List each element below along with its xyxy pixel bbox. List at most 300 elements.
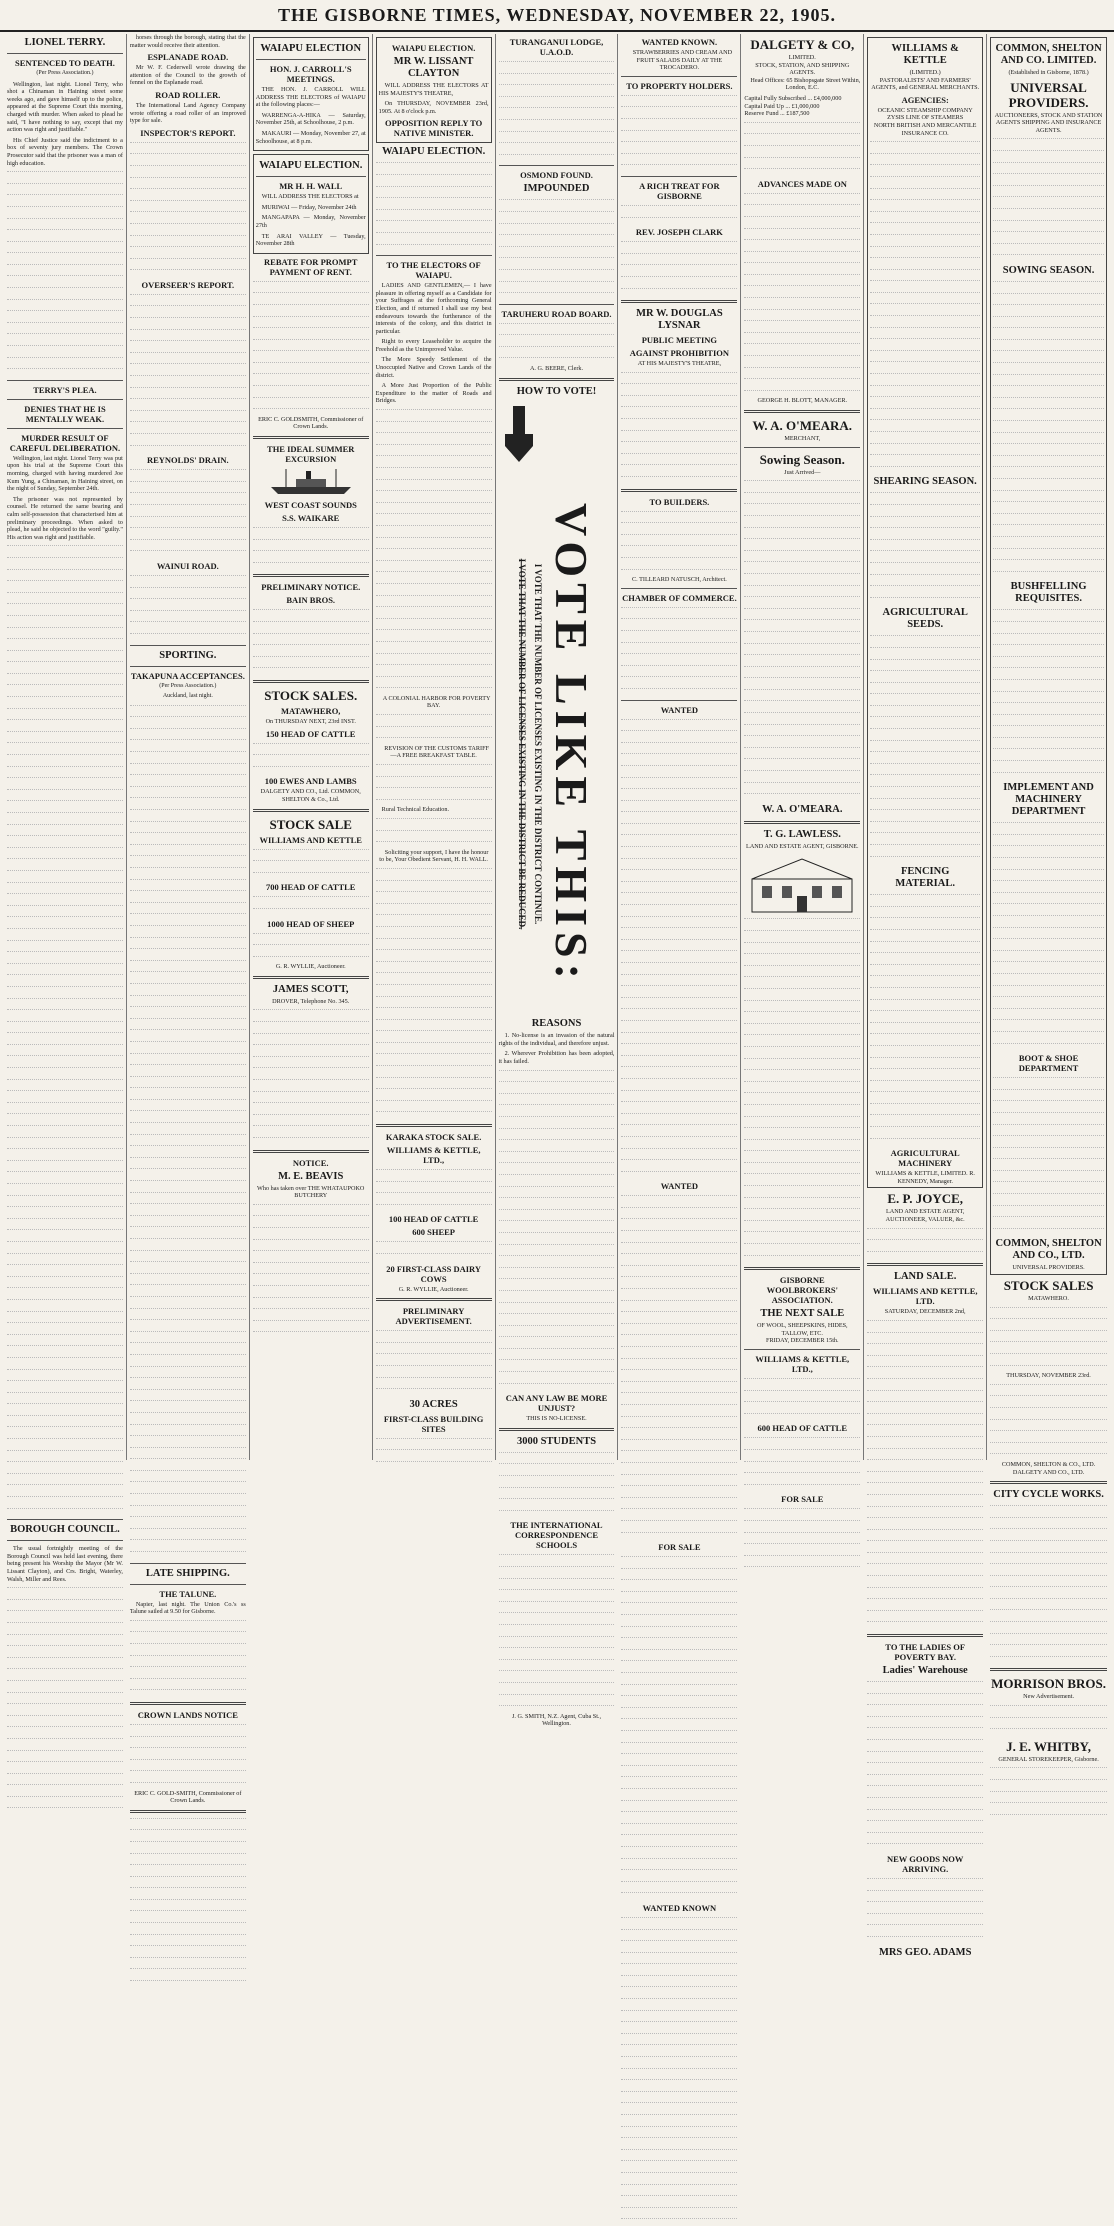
- divider: [253, 680, 369, 683]
- ad-heading: T. G. LAWLESS.: [763, 828, 841, 840]
- notice-text-block: [253, 281, 369, 416]
- notice-text-block: [499, 199, 615, 299]
- ad-text-block: [867, 1320, 983, 1629]
- platform-item: A More Just Proportion of the Public Expenditure to the matter of Roads and Bridges.: [375, 382, 492, 405]
- ad-text-block: [744, 1437, 860, 1491]
- column-7: [741, 34, 864, 1505]
- ad-heading: NEW GOODS NOW ARRIVING.: [887, 1853, 964, 1874]
- divider: [990, 1481, 1107, 1484]
- ad-subheading: LAND AND ESTATE AGENT, GISBORNE.: [746, 842, 859, 850]
- ad-heading: 3000 STUDENTS: [516, 1435, 597, 1447]
- divider: [253, 809, 369, 812]
- divider: [867, 1634, 983, 1637]
- ad-subheading: UNIVERSAL PROVIDERS.: [1012, 1264, 1085, 1272]
- ad-subheading: PUBLIC MEETING: [641, 335, 718, 346]
- sale-date: THURSDAY, NOVEMBER 23rd.: [1006, 1372, 1091, 1380]
- ad-heading: COMMON, SHELTON AND CO., LTD.: [995, 1238, 1102, 1262]
- ad-text-block: [376, 1169, 492, 1211]
- ad-heading: WAIAPU ELECTION.: [381, 146, 486, 158]
- ad-subheading: WILLIAMS & KETTLE, LTD.,: [386, 1145, 481, 1166]
- sale-lot: 30 ACRES: [409, 1398, 458, 1410]
- ad-text-block: [870, 635, 980, 863]
- ad-text-block: [993, 822, 1104, 1050]
- headline: SPORTING.: [159, 649, 217, 661]
- ad-text-block: [376, 1241, 492, 1260]
- divider: [7, 380, 123, 381]
- ad-text-block: [621, 607, 737, 696]
- agency-item: ZYSIS LINE OF STEAMERS: [887, 114, 964, 122]
- divider: [376, 255, 492, 256]
- notice-heading: REBATE FOR PROMPT PAYMENT OF RENT.: [264, 256, 358, 277]
- ballot-heading: VOTE LIKE THIS:: [545, 503, 597, 986]
- ad-subheading: AGENCIES:: [901, 94, 949, 105]
- ad-text-block: [253, 1204, 369, 1339]
- ad-heading: W. A. O'MEARA.: [752, 418, 853, 433]
- ad-subheading: MATAWHERO.: [1028, 1295, 1069, 1303]
- ad-text-block: [376, 714, 492, 745]
- newspaper-page: [0, 32, 1114, 1958]
- ad-text: 2. Wherever Prohibition has been adopted, it has failed.: [498, 1050, 615, 1066]
- meeting-item: TE ARAI VALLEY — Tuesday, November 28th: [255, 232, 366, 248]
- article-paragraph: The usual fortnightly meeting of the Borough Council was held last evening, there being present his Worship the Mayor (Mr W. Lissant Clayton), and Crs. Bright, Waterley, Walsh, Miller and Rees.: [7, 1545, 123, 1583]
- merchant-advert: [990, 37, 1107, 1275]
- ad-heading: IMPLEMENT AND MACHINERY DEPARTMENT: [1003, 782, 1094, 818]
- ad-text-block: [990, 1505, 1107, 1663]
- ad-signature: DALGETY AND CO., Ltd. COMMON, SHELTON & Co., Ltd.: [260, 788, 361, 803]
- ad-heading: FENCING MATERIAL.: [895, 866, 955, 890]
- dateline: Auckland, last night.: [162, 693, 213, 700]
- ad-text-block: [621, 372, 737, 484]
- divider: [621, 76, 737, 77]
- divider: [253, 1150, 369, 1153]
- ad-heading: W. A. O'MEARA.: [762, 803, 843, 815]
- column-8: [864, 34, 987, 1958]
- divider: [256, 176, 366, 177]
- divider: [621, 489, 737, 492]
- divider: [256, 59, 366, 60]
- ad-text-block: [744, 1508, 860, 1574]
- subheadline: MURDER RESULT OF CAREFUL DELIBERATION.: [9, 432, 121, 453]
- classified-heading: FOR SALE: [781, 1494, 824, 1505]
- wire-credit: (Per Press Association.): [36, 70, 94, 76]
- ad-subheading: STOCK, STATION, AND SHIPPING AGENTS.: [755, 61, 850, 77]
- ballot-line: I VOTE THAT THE NUMBER OF LICENSES EXISTING IN THE DISTRICT CONTINUE.: [532, 564, 543, 925]
- ad-text-block: [993, 281, 1104, 578]
- column-2: [127, 34, 250, 1805]
- sale-date: SATURDAY, DECEMBER 2nd,: [884, 1308, 966, 1316]
- divider: [744, 1349, 860, 1350]
- steamship-illustration: [266, 467, 356, 497]
- capital-line: Capital Fully Subscribed ... £4,000,000: [744, 94, 842, 102]
- ad-text-block: [253, 849, 369, 880]
- meeting-item: MAKAURI — Monday, November 27, at Schoolhouse, at 8 p.m.: [255, 129, 366, 145]
- ad-text-block: [744, 918, 860, 1262]
- ad-heading: E. P. JOYCE,: [887, 1191, 964, 1207]
- sale-lot: 600 HEAD OF CATTLE: [757, 1423, 848, 1434]
- ad-text-block: [867, 1681, 983, 1851]
- notice-signature: ERIC C. GOLDSMITH, Commissioner of Crown Lands.: [258, 415, 364, 431]
- ad-heading: M. E. BEAVIS: [278, 1170, 344, 1182]
- meeting-item: WARRENGA-A-HIKA — Saturday, November 25th, at Schoolhouse, 2 p.m.: [255, 111, 366, 127]
- ad-text-block: [990, 1384, 1107, 1461]
- masthead: [0, 0, 1114, 32]
- ad-subheading: MR H. H. WALL: [279, 181, 343, 192]
- sale-lot: 700 HEAD OF CATTLE: [265, 882, 356, 893]
- sale-lot: 20 FIRST-CLASS DAIRY COWS: [386, 1263, 482, 1284]
- section-heading: WAINUI ROAD.: [156, 560, 219, 571]
- ad-subheading: FIRST-CLASS BUILDING SITES: [383, 1413, 484, 1434]
- ad-text: WILL ADDRESS THE ELECTORS at: [261, 193, 359, 201]
- ad-heading: WANTED KNOWN.: [641, 37, 718, 47]
- ad-subheading: AGAINST PROHIBITION: [629, 348, 730, 359]
- divider: [130, 666, 246, 667]
- divider: [7, 1519, 123, 1520]
- ad-heading: REASONS: [531, 1018, 582, 1030]
- ad-subheading: CAN ANY LAW BE MORE UNJUST?: [505, 1393, 608, 1414]
- column-5: [496, 34, 619, 1728]
- ad-text-block: [744, 122, 860, 176]
- sale-lot: 1000 HEAD OF SHEEP: [267, 918, 355, 929]
- divider: [621, 588, 737, 589]
- divider: [7, 428, 123, 429]
- article-text-block: [7, 171, 123, 376]
- divider: [253, 574, 369, 577]
- ad-text-block: [621, 511, 737, 577]
- divider: [499, 165, 615, 166]
- divider: [499, 304, 615, 305]
- divider: [130, 1702, 246, 1705]
- ad-heading: HOW TO VOTE!: [516, 385, 597, 397]
- ad-text: Head Offices: 65 Bishopsgate Street Within, London, E.C.: [750, 76, 861, 92]
- article-paragraph: His Chief Justice said the indictment to a box of seventy jury members. The Crown Prosecutor said that the prisoner was a man of high education.: [7, 136, 123, 167]
- ad-text-block: [253, 609, 369, 675]
- ad-heading: LAND SALE.: [893, 1271, 957, 1283]
- divider: [621, 176, 737, 177]
- ad-heading: PRELIMINARY NOTICE.: [261, 582, 361, 593]
- ad-text: THE HON. J. CARROLL WILL ADDRESS THE ELECTORS of WAIAPU at the following places:—: [255, 86, 366, 109]
- divider: [253, 976, 369, 979]
- divider: [990, 1668, 1107, 1671]
- ad-heading: J. E. WHITBY,: [1006, 1738, 1092, 1754]
- sale-lot: 100 HEAD OF CATTLE: [388, 1214, 479, 1225]
- ad-text: 1. No-license is an invasion of the natural rights of the individual, and therefore unjust.: [498, 1032, 615, 1047]
- ballot-instructions: [499, 474, 615, 1014]
- headline: TERRY'S PLEA.: [33, 384, 97, 395]
- ad-heading: MRS GEO. ADAMS: [878, 1946, 972, 1958]
- ad-signature: C. TILLEARD NATUSCH, Architect.: [632, 576, 727, 584]
- ad-heading: PRELIMINARY ADVERTISEMENT.: [395, 1306, 472, 1327]
- ad-subheading: OPPOSITION REPLY TO NATIVE MINISTER.: [384, 118, 483, 139]
- ad-subheading: MATAWHERO,: [281, 705, 341, 716]
- ad-heading: Ladies' Warehouse: [882, 1665, 968, 1677]
- divider: [499, 1428, 615, 1431]
- ad-text-block: [376, 868, 492, 1119]
- sale-lot: 600 SHEEP: [412, 1227, 455, 1238]
- ad-text-block: [867, 1228, 983, 1259]
- ad-signature: GEORGE H. BLOTT, MANAGER.: [757, 397, 848, 405]
- headline: BOROUGH COUNCIL.: [10, 1524, 120, 1536]
- notice-text-block: [130, 1818, 246, 1988]
- ad-signature: COMMON, SHELTON & CO., LTD. DALGETY AND CO., LTD.: [1001, 1460, 1096, 1476]
- ad-text-block: [253, 896, 369, 915]
- ad-heading: UNIVERSAL PROVIDERS.: [1008, 79, 1089, 110]
- ad-text-block: [253, 743, 369, 774]
- ad-signature: WILLIAMS & KETTLE, LIMITED. R. KENNEDY, Manager.: [875, 1170, 975, 1185]
- ad-subheading: WEST COAST SOUNDS: [264, 500, 357, 511]
- divider: [130, 1584, 246, 1585]
- notice-text-block: [499, 61, 615, 161]
- ad-text: AT HIS MAJESTY'S THEATRE,: [637, 360, 722, 368]
- divider: [376, 1124, 492, 1127]
- ad-heading: A RICH TREAT FOR GISBORNE: [639, 180, 720, 201]
- divider: [744, 1267, 860, 1270]
- ad-text-block: [499, 1452, 615, 1518]
- ad-signature: G. R. WYLLIE, Auctioneer.: [275, 963, 346, 971]
- building-illustration: [747, 854, 857, 914]
- ad-heading: SOWING SEASON.: [1002, 264, 1095, 276]
- article-paragraph: Wellington, last night. Lionel Terry was put upon his trial at the Supreme Court this morning, charged with having murdered Joe Kum Yung, a Chinaman, in Haining street, on the night of Sunday, September 24th.: [7, 454, 123, 493]
- ad-subheading: ADVANCES MADE ON: [757, 178, 847, 189]
- divider: [621, 700, 737, 701]
- ad-subheading: Just Arrived—: [784, 468, 821, 476]
- divider: [744, 821, 860, 824]
- ballot-line-struck: I VOTE THAT THE NUMBER OF LICENSES EXISTING IN THE DISTRICT BE REDUCED.: [516, 558, 527, 930]
- ad-heading: BUSHFELLING REQUISITES.: [1010, 581, 1087, 605]
- ad-subheading: PASTORALISTS' AND FARMERS' AGENTS, and GENERAL MERCHANTS.: [871, 76, 980, 92]
- column-1: [4, 34, 127, 1583]
- notice-signature: ERIC C. GOLD-SMITH, Commissioner of Crown Lands.: [134, 1789, 242, 1805]
- ad-text-block: [993, 138, 1104, 262]
- headline: LATE SHIPPING.: [145, 1567, 230, 1579]
- ad-subheading: HON. J. CARROLL'S MEETINGS.: [269, 64, 352, 84]
- sale-lot: 150 HEAD OF CATTLE: [265, 728, 356, 739]
- platform-item: A COLONIAL HARBOR FOR POVERTY BAY.: [382, 694, 491, 710]
- ad-heading: TO BUILDERS.: [649, 496, 710, 507]
- ad-subheading: WILLIAMS AND KETTLE: [259, 834, 362, 845]
- divider: [130, 1810, 246, 1813]
- ad-heading: WILLIAMS & KETTLE: [891, 43, 959, 66]
- ad-text-block: [621, 205, 737, 224]
- ad-subheading: AUCTIONEERS, STOCK AND STATION AGENTS SHIPPING AND INSURANCE AGENTS.: [994, 111, 1103, 134]
- divider: [130, 645, 246, 646]
- platform-item: Right to every Leaseholder to acquire the Freehold as the Unimproved Value.: [375, 338, 492, 353]
- ad-heading: STOCK SALES: [1003, 1278, 1094, 1294]
- ad-subheading: MR W. LISSANT CLAYTON: [393, 56, 474, 79]
- ad-subheading: BAIN BROS.: [286, 595, 336, 606]
- notice-heading: IMPOUNDED: [523, 183, 590, 195]
- notice-heading: TARUHERU ROAD BOARD.: [501, 308, 612, 319]
- divider: [499, 378, 615, 381]
- ad-text-block: [990, 1705, 1107, 1736]
- race-acceptances-list: [130, 705, 246, 1559]
- ad-text-block: [870, 141, 980, 473]
- ad-subheading: WILLIAMS AND KETTLE, LTD.: [872, 1286, 978, 1307]
- divider: [867, 1263, 983, 1266]
- classified-ads: [621, 1195, 737, 1539]
- section-heading: ROAD ROLLER.: [155, 89, 221, 100]
- ad-text: STRAWBERRIES AND CREAM AND FRUIT SALADS DAILY AT THE TROCADERO.: [632, 49, 733, 72]
- notice-text-block: [130, 1724, 246, 1790]
- headline: LIONEL TERRY.: [24, 37, 106, 48]
- ad-text-block: [253, 933, 369, 964]
- ad-heading: SHEARING SEASON.: [873, 476, 977, 488]
- ad-signature: G. R. WYLLIE, Auctioneer.: [398, 1285, 469, 1293]
- ad-heading: GISBORNE WOOLBROKERS' ASSOCIATION.: [766, 1275, 838, 1306]
- platform-item: REVISION OF THE CUSTOMS TARIFF—A FREE BREAKFAST TABLE.: [384, 744, 489, 760]
- ad-text-block: [744, 193, 860, 398]
- article-paragraph: The prisoner was not represented by counsel. He returned the same bearing and calm self-possession that characterised him at preliminary proceedings. When asked to plead, he said he objected to the word "guilty." His action was right and justifiable.: [7, 495, 123, 541]
- election-advert: [253, 37, 369, 151]
- ad-text-block: [376, 764, 492, 806]
- section-heading: REYNOLDS' DRAIN.: [146, 455, 229, 466]
- ad-heading: BOOT & SHOE DEPARTMENT: [1018, 1053, 1079, 1074]
- wire-credit: (Per Press Association.): [159, 682, 217, 689]
- ad-heading: THE NEXT SALE: [760, 1308, 845, 1320]
- ad-text-block: [253, 1009, 369, 1144]
- ad-heading: WAIAPU ELECTION: [260, 43, 362, 54]
- sale-date: FRIDAY, DECEMBER 15th.: [766, 1337, 839, 1345]
- divider: [7, 53, 123, 54]
- ad-heading: WILLIAMS & KETTLE, LTD.,: [755, 1354, 850, 1374]
- ad-text-block: [870, 894, 980, 1145]
- article-text-block: [7, 545, 123, 1515]
- ad-heading: NOTICE.: [292, 1157, 329, 1168]
- ad-subheading: REV. JOSEPH CLARK: [635, 227, 723, 238]
- column-6: [618, 34, 741, 1913]
- section-heading: OVERSEER'S REPORT.: [141, 279, 235, 290]
- ad-heading: MORRISON BROS.: [991, 1676, 1106, 1692]
- divider: [744, 410, 860, 413]
- ad-heading: CITY CYCLE WORKS.: [993, 1489, 1104, 1501]
- ad-subheading: Who has taken over THE WHATAUPOKO BUTCHERY: [257, 1184, 365, 1200]
- sale-lot: 100 EWES AND LAMBS: [264, 776, 357, 787]
- newspaper-title: THE GISBORNE TIMES, WEDNESDAY, NOVEMBER 22, 1905.: [277, 4, 837, 25]
- classified-heading: WANTED: [660, 1181, 699, 1192]
- ad-text: THIS IS NO-LICENSE.: [526, 1415, 587, 1423]
- notice-heading: OSMOND FOUND.: [520, 170, 593, 181]
- ad-text-block: [990, 1307, 1107, 1373]
- notice-text-block: [499, 323, 615, 365]
- ad-text-block: [993, 609, 1104, 779]
- ad-closing: Soliciting your support, I have the honour to be, Your Obedient Servant, H. H. WALL.: [379, 848, 489, 864]
- classified-heading: WANTED: [660, 704, 699, 715]
- ad-heading: WAIAPU ELECTION.: [259, 160, 363, 172]
- ad-signature: J. G. SMITH, N.Z. Agent, Cuba St., Wellington.: [511, 1712, 602, 1728]
- notice-signature: A. G. BEERE, Clerk.: [529, 365, 584, 373]
- article-paragraph: The International Land Agency Company wrote offering a road roller of an improved type for sale.: [129, 101, 246, 125]
- ad-subheading: OF WOOL, SHEEPSKINS, HIDES, TALLOW, ETC.: [756, 1322, 848, 1337]
- notice-heading: TURANGANUI LODGE, U.A.O.D.: [509, 37, 604, 57]
- ad-text-block: [867, 1878, 983, 1944]
- merchant-advert: [867, 37, 983, 1188]
- ad-subheading: MERCHANT,: [784, 435, 821, 442]
- ad-text: WILL ADDRESS THE ELECTORS AT HIS MAJESTY'S THEATRE,: [378, 82, 489, 97]
- election-advert: [253, 154, 369, 254]
- ad-text-block: [376, 1330, 492, 1396]
- ad-text-block: [870, 492, 980, 604]
- classified-ads: [621, 1556, 737, 1900]
- capital-line: Capital Paid Up ... £1,000,000: [744, 102, 820, 110]
- article-text-block: [130, 469, 246, 558]
- classified-ads: [621, 719, 737, 1179]
- ad-text-block: [621, 241, 737, 295]
- article-paragraph: Mr W. F. Cederwell wrote drawing the attention of the Council to the growth of fennel on the Esplanade road.: [129, 64, 246, 87]
- ad-heading: AGRICULTURAL MACHINERY: [890, 1148, 960, 1169]
- ad-heading: MR W. DOUGLAS LYSNAR: [636, 308, 723, 332]
- ad-subheading: TO THE ELECTORS OF WAIAPU.: [386, 260, 481, 281]
- subheadline: THE TALUNE.: [159, 1588, 217, 1599]
- classified-ads: [621, 1917, 737, 2226]
- ad-text-block: [376, 818, 492, 849]
- ad-heading: TO THE LADIES OF POVERTY BAY.: [885, 1642, 966, 1663]
- ad-heading: JAMES SCOTT,: [272, 983, 349, 995]
- ad-heading: THE IDEAL SUMMER EXCURSION: [267, 444, 355, 465]
- divider: [130, 1563, 246, 1564]
- classified-heading: WANTED KNOWN: [642, 1902, 717, 1913]
- pointing-hand-icon: [499, 404, 539, 464]
- ad-text: LADIES AND GENTLEMEN,— I have pleasure in offering myself as a Candidate for your Suffrages at the forthcoming General Election, and if returned I shall use my best endeavours towards the furtherance of the interests of the colony, and this district in particular.: [375, 282, 492, 335]
- subheadline: SENTENCED TO DEATH.: [14, 58, 115, 68]
- ad-subheading: LAND AND ESTATE AGENT, AUCTIONEER, VALUER, &c.: [885, 1208, 965, 1224]
- divider: [744, 447, 860, 448]
- classified-heading: FOR SALE: [658, 1542, 701, 1553]
- divider: [7, 399, 123, 400]
- article-text-block: [130, 575, 246, 641]
- section-heading: INSPECTOR'S REPORT.: [140, 127, 236, 138]
- ad-subheading: THE INTERNATIONAL CORRESPONDENCE SCHOOLS: [510, 1520, 603, 1551]
- ad-heading: CHAMBER OF COMMERCE.: [622, 592, 737, 603]
- section-heading: ESPLANADE ROAD.: [147, 52, 229, 63]
- sale-date: On THURSDAY NEXT, 23rd INST.: [265, 717, 356, 725]
- ad-heading: STOCK SALE: [269, 816, 352, 832]
- ad-text-block: [744, 480, 860, 801]
- article-paragraph: horses through the borough, stating that the matter would receive their attention.: [129, 34, 246, 49]
- article-text-block: [130, 1620, 246, 1697]
- subheadline: DENIES THAT HE IS MENTALLY WEAK.: [24, 403, 106, 424]
- ad-subheading: (LIMITED.): [909, 69, 941, 76]
- capital-line: Reserve Fund ... £187,500: [744, 110, 810, 118]
- column-9: [987, 34, 1110, 1763]
- agency-item: OCEANIC STEAMSHIP COMPANY: [877, 106, 973, 114]
- platform-item: The More Speedy Settlement of the Unoccupied Native and Crown Lands of the district.: [375, 356, 492, 379]
- election-advert: [376, 37, 492, 143]
- ad-subheading: (Established in Gisborne, 1878.): [1008, 69, 1089, 76]
- divider: [376, 1298, 492, 1301]
- ad-subheading: GENERAL STOREKEEPER, Gisborne.: [998, 1755, 1099, 1763]
- ad-text-block: [253, 527, 369, 569]
- column-4: [373, 34, 496, 1460]
- ad-text-block: [499, 1554, 615, 1712]
- article-text-block: [130, 142, 246, 277]
- ad-heading: COMMON, SHELTON AND CO. LIMITED.: [995, 43, 1102, 66]
- divider: [7, 1540, 123, 1541]
- ad-heading: Sowing Season.: [759, 451, 845, 467]
- ad-text-block: [376, 1438, 492, 1469]
- ad-heading: KARAKA STOCK SALE.: [385, 1132, 482, 1143]
- ad-heading: STOCK SALES.: [264, 687, 358, 703]
- subheadline: TAKAPUNA ACCEPTANCES.: [130, 670, 245, 681]
- ad-text: On THURSDAY, NOVEMBER 23rd, 1905. At 8 o'clock p.m.: [378, 100, 489, 115]
- ad-text-block: [744, 1378, 860, 1420]
- column-3: [250, 34, 373, 1460]
- ad-text-block: [621, 95, 737, 172]
- ad-heading: WAIAPU ELECTION.: [391, 43, 476, 53]
- ad-text-block: [499, 1070, 615, 1391]
- article-text-block: [130, 294, 246, 452]
- ad-text-block: [990, 1767, 1107, 1821]
- notice-heading: CROWN LANDS NOTICE: [137, 1709, 238, 1720]
- divider: [621, 300, 737, 303]
